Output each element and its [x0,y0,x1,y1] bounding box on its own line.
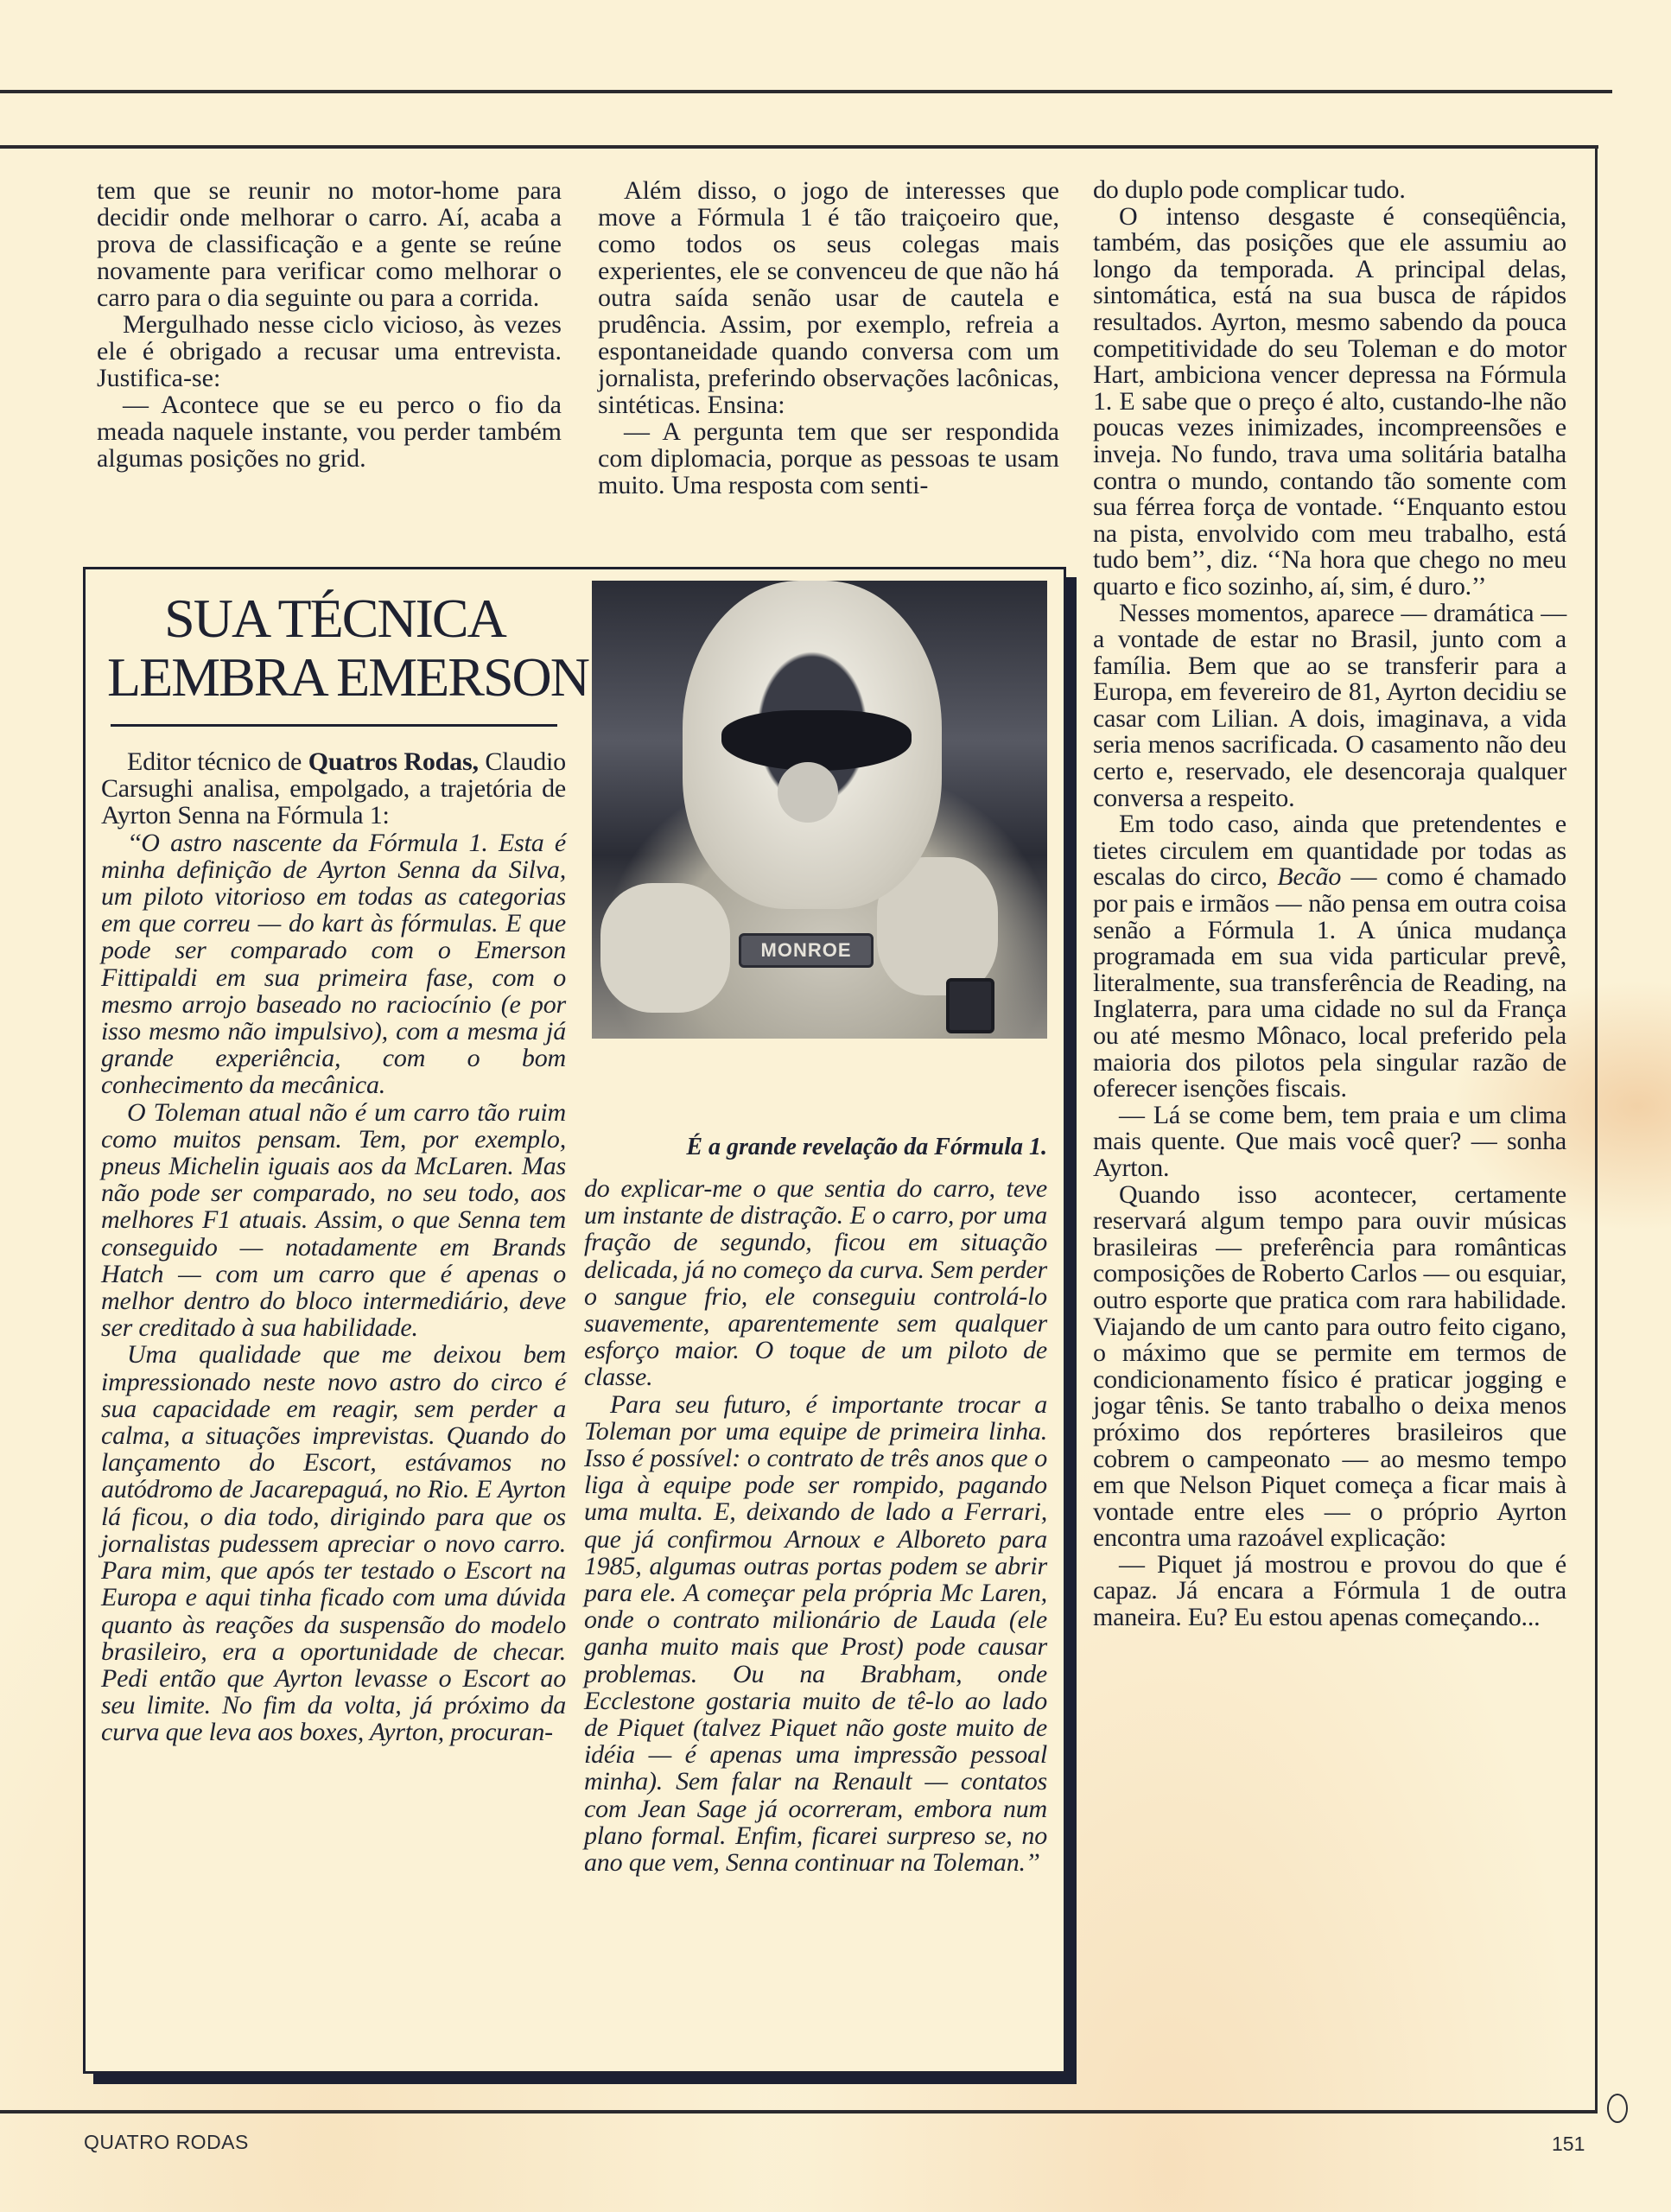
end-mark-icon [1607,2094,1628,2123]
sidebar-column-middle [584,1175,1047,1876]
quote-paragraph: do explicar-me o que sentia do carro, teve um instante de distração. E o carro, por uma fração de segundo, ficou em situação delicada, já no começo da curva. Sem perder o sangue frio, ele conseguiu controlá-lo suavemente, aparentemente sem qualquer esforço maior. O toque de um piloto de classe. [584,1174,1047,1392]
frame-bottom-rule [0,2110,1598,2113]
quote-paragraph: Uma qualidade que me deixou bem impressionado neste novo astro do circo é sua capacidade em reagir, sem perder a calma, a situações imprevistas. Quando do lançamento do Escort, estávamos no autódromo de Jacarepaguá, no Rio. E Ayrton lá ficou, o dia todo, dirigindo para que os jornalistas pudessem apreciar o novo carro. Para mim, que após ter testado o Escort na Europa e aqui tinha ficado com uma dúvida quanto às reações da suspensão do modelo brasileiro, era a oportunidade de checar. Pedi então que Ayrton levasse o Escort ao seu limite. No fim da volta, já próximo da curva que leva aos boxes, Ayrton, procuran- [101,1340,566,1747]
paragraph: — Piquet já mostrou e provou do que é capaz. Já encara a Fórmula 1 de outra maneira. Eu? Eu estou apenas começando... [1093,1549,1566,1632]
paragraph: — Acontece que se eu perco o fio da meada naquele instante, vou perder também algumas posições no grid. [97,391,562,473]
text-run: Claudio Carsughi analisa, empolgado, a trajetória de Ayrton Senna na Fórmula 1: [101,747,566,830]
driver-photo [592,581,1047,1039]
page-number: 151 [1552,2133,1585,2155]
paragraph: — A pergunta tem que ser respondida com diplomacia, porque as pessoas te usam muito. Uma resposta com senti- [598,417,1059,499]
magazine-name-bold: Quatros Rodas, [308,747,479,776]
top-rule [0,90,1612,93]
text-run: Editor técnico de [127,747,302,776]
paragraph: do duplo pode complicar tudo. [1093,175,1406,204]
sidebar-title-rule [111,724,557,727]
article-column-middle [598,177,1059,499]
frame-right-rule [1595,145,1598,2113]
text-run: — como é chamado por pais e irmãos — não pensa em outra coisa senão a Fórmula 1. A única mudança programada em sua vida particular prevê, literalmente, sua transferência de Reading, na Inglaterra, para uma cidade no sul da França ou até mesmo Mônaco, local preferido pela maioria dos pilotos pela singular razão de oferecer isenções fiscais. [1093,862,1566,1103]
sidebar-column-left [101,748,566,1746]
paragraph: Além disso, o jogo de interesses que move a Fórmula 1 é tão traiçoeiro que, como todos os seus colegas mais experientes, ele se convenceu de que não há outra saída senão usar de cautela e prudência. Assim, por exemplo, refreia a espontaneidade quando conversa com um jornalista, preferindo observações lacônicas, sintéticas. Ensina: [598,176,1059,419]
photo-eyes-shadow [721,710,912,771]
sidebar-title-line: SUA TÉCNICA [164,588,505,649]
article-column-right [1093,177,1566,1631]
photo-left-hand [600,883,730,1013]
photo-wristwatch [946,978,994,1033]
paragraph: Mergulhado nesse ciclo vicioso, às vezes ele é obrigado a recusar uma entrevista. Justifica-se: [97,310,562,392]
paragraph: tem que se reunir no motor-home para decidir onde melhorar o carro. Aí, acaba a prova de classificação e a gente se reúne novamente para verificar como melhorar o carro para o dia seguinte ou para a corrida. [97,176,562,312]
sidebar-intro [101,748,566,830]
text-run: Em todo caso, ainda que pretendentes e tietes circulem em quantidade por todas as escalas do circo, [1093,810,1566,892]
footer-magazine-name: QUATRO RODAS [84,2131,249,2153]
quote-paragraph: ‘‘O astro nascente da Fórmula 1. Esta é minha definição de Ayrton Senna da Silva, um piloto vitorioso em todas as categorias em que correu — do kart às fórmulas. E que pode ser comparado com o Emerson Fittipaldi em sua primeira fase, com o mesmo arrojo baseado no raciocínio (e por isso mesmo não impulsivo), com a mesma já grande experiência, com o bom conhecimento da mecânica. [101,828,566,1100]
sidebar-title-line: LEMBRA EMERSON [107,646,588,708]
paragraph: Nesses momentos, aparece — dramática — a vontade de estar no Brasil, junto com a família. Bem que ao se transferir para a Europa, em fevereiro de 81, Ayrton decidiu se casar com Lilian. A dois, imaginava, a vida seria menos sacrificada. O casamento não deu certo e, reservado, ele desencoraja qualquer conversa a respeito. [1093,598,1566,812]
nickname-italic: Becão [1277,862,1342,892]
photo-caption: É a grande revelação da Fórmula 1. [686,1134,1047,1160]
paragraph [1093,811,1566,1103]
paragraph: — Lá se come bem, tem praia e um clima mais quente. Que mais você quer? — sonha Ayrton. [1093,1100,1566,1182]
quote-paragraph: Para seu futuro, é importante trocar a Toleman por uma equipe de primeira linha. Isso é possível: o contrato de três anos que o liga à equipe pode ser rompido, pagando uma multa. E, deixando de lado a Ferrari, que já confirmou Arnoux e Alboreto para 1985, algumas outras portas podem se abrir para ele. A começar pela própria Mc Laren, onde o contrato milionário de Lauda (ele ganha muito mais que Prost) pode causar problemas. Ou na Brabham, onde Ecclestone gostaria muito de tê-lo ao lado de Piquet (talvez Piquet não goste muito de idéia — é apenas uma impressão pessoal minha). Sem falar na Renault — contatos com Jean Sage já ocorreram, embora num plano formal. Enfim, ficarei surpreso se, no ano que vem, Senna continuar na Toleman.’’ [584,1389,1047,1878]
frame-top-rule [0,145,1598,149]
paragraph: O intenso desgaste é conseqüência, também, das posições que ele assumiu ao longo da temporada. A principal delas, sintomática, está na sua busca de rápidos resultados. Ayrton, mesmo sabendo da pouca competitividade do seu Toleman e do motor Hart, ambiciona vencer depressa na Fórmula 1. E sabe que o preço é alto, custando-lhe não poucas vezes inimizades, incompreensões e inveja. No fundo, trava uma solitária batalha contra o mundo, contando tão somente com sua férrea força de vontade. ‘‘Enquanto estou na pista, envolvido com meu trabalho, está tudo bem’’, diz. ‘‘Na hora que chego no meu quarto e fico sozinho, aí, sim, é duro.’’ [1093,201,1566,601]
article-column-left [97,177,562,472]
photo-collar-logo: MONROE [739,933,874,968]
paragraph: Quando isso acontecer, certamente reservará algum tempo para ouvir músicas brasileiras — preferência para românticas composições de Roberto Carlos — ou esquiar, outro esporte que pratica com rara habilidade. Viajando de um canto para outro feito cigano, o máximo que se permite em termos de condicionamento físico é praticar jogging e jogar tênis. Se tanto trabalho o deixa menos próximo dos repórteres brasileiros que cobrem o campeonato — ao mesmo tempo em que Nelson Piquet começa a ficar mais à vontade entre eles — o próprio Ayrton encontra uma razoável explicação: [1093,1179,1566,1553]
photo-nose [778,762,838,823]
quote-paragraph: O Toleman atual não é um carro tão ruim como muitos pensam. Tem, por exemplo, pneus Michelin iguais aos da McLaren. Mas não pode ser comparado, no seu todo, aos melhores F1 atuais. Assim, o que Senna tem conseguido — notadamente em Brands Hatch — com um carro que é apenas o melhor dentro do bloco intermediário, deve ser creditado à sua habilidade. [101,1097,566,1343]
sidebar-title [107,588,588,708]
